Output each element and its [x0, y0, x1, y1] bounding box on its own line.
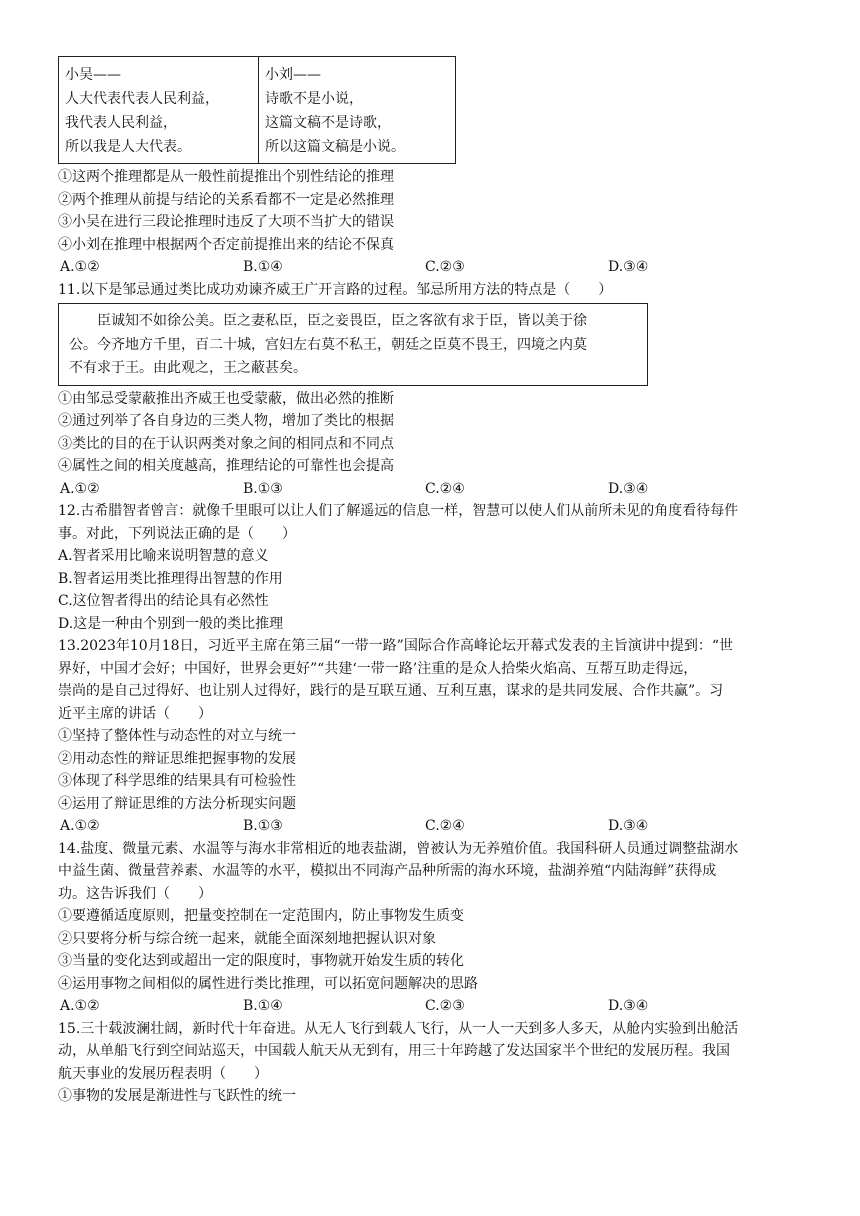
q12-option-c[interactable]: C.这位智者得出的结论具有必然性	[58, 593, 269, 609]
q10-options	[58, 256, 818, 279]
q15-stem-line: 动，从单船飞行到空间站巡天，中国载人航天从无到有，用三十年跨越了发达国家半个世纪的发展历程。我国	[58, 1043, 730, 1059]
table-line: 这篇文稿不是诗歌，	[265, 115, 391, 131]
q11-item: ①由邹忌受蒙蔽推出齐威王也受蒙蔽，做出必然的推断	[58, 390, 394, 407]
table-line: 人大代表代表人民利益，	[65, 91, 219, 107]
q13-options	[58, 815, 818, 838]
option-b[interactable]: B.①③	[243, 818, 283, 834]
q14-stem-line: 中益生菌、微量营养素、水温等的水平，模拟出不同海产品种所需的海水环境，盐湖养殖“内陆海鲜”获得成	[58, 863, 717, 879]
q14-item: ①要遵循适度原则，把量变控制在一定范围内，防止事物发生质变	[58, 908, 464, 924]
q11-item: ③类比的目的在于认识两类对象之间的相同点和不同点	[58, 435, 394, 452]
option-a[interactable]: A.①②	[60, 998, 100, 1014]
q12-option-d[interactable]: D.这是一种由个别到一般的类比推理	[58, 615, 284, 632]
q13-item: ④运用了辩证思维的方法分析现实问题	[58, 795, 296, 812]
q11-item: ②通过列举了各自身边的三类人物，增加了类比的根据	[58, 413, 394, 429]
option-d[interactable]: D.③④	[608, 480, 649, 497]
q12-stem-line: 12.古希腊智者曾言：就像千里眼可以让人们了解遥远的信息一样，智慧可以使人们从前所未见的角度看待每件	[58, 503, 739, 519]
table-line: 诗歌不是小说，	[265, 91, 363, 107]
q12-option-a[interactable]: A.智者采用比喻来说明智慧的意义	[58, 548, 269, 564]
option-c[interactable]: C.②③	[425, 259, 465, 275]
option-d[interactable]: D.③④	[608, 259, 649, 275]
q11-item: ④属性之间的相关度越高，推理结论的可靠性也会提高	[58, 458, 394, 474]
q14-options	[58, 995, 818, 1018]
table-line: 我代表人民利益，	[65, 115, 177, 131]
option-a[interactable]: A.①②	[60, 259, 100, 275]
table-line: 小刘——	[265, 67, 321, 83]
q10-argument-table	[58, 56, 456, 164]
q14-item: ④运用事物之间相似的属性进行类比推理，可以拓宽问题解决的思路	[58, 975, 478, 992]
q10-item: ①这两个推理都是从一般性前提推出个别性结论的推理	[58, 169, 394, 185]
table-line: 所以我是人大代表。	[65, 139, 191, 155]
q11-stem: 11.以下是邹忌通过类比成功劝谏齐威王广开言路的过程。邹忌所用方法的特点是（ ）	[58, 281, 613, 298]
q12-stem-line: 事。对此，下列说法正确的是（ ）	[58, 525, 296, 542]
q13-item: ③体现了科学思维的结果具有可检验性	[58, 773, 296, 789]
quote-line: 不有求于王。由此观之，王之蔽甚矣。	[69, 360, 307, 376]
option-c[interactable]: C.②③	[425, 998, 465, 1014]
q10-table-right-cell	[259, 57, 456, 164]
q13-stem-line: 13.2023年10月18日，习近平主席在第三届“一带一路”国际合作高峰论坛开幕式发表的主旨演讲中提到：“世	[58, 638, 733, 654]
quote-line: 公。今齐地方千里，百二十城，宫妇左右莫不私王，朝廷之臣莫不畏王，四境之内莫	[69, 336, 587, 353]
q13-stem-line: 崇尚的是自己过得好、也让别人过得好，践行的是互联互通、互利互惠，谋求的是共同发展、合作共赢”。习	[58, 683, 724, 699]
option-c[interactable]: C.②④	[425, 480, 465, 497]
option-b[interactable]: B.①④	[243, 998, 283, 1014]
q15-stem-line: 航天事业的发展历程表明（ ）	[58, 1065, 268, 1082]
q13-stem-line: 界好，中国才会好；中国好，世界会更好”“共建‘一带一路’注重的是众人拾柴火焰高、互帮互助走得远，	[58, 660, 698, 677]
exam-page	[58, 56, 818, 1108]
q15-item: ①事物的发展是渐进性与飞跃性的统一	[58, 1088, 296, 1104]
q10-table-left-cell	[59, 57, 259, 164]
q13-item: ①坚持了整体性与动态性的对立与统一	[58, 728, 296, 744]
q14-stem-line: 功。这告诉我们（ ）	[58, 885, 212, 902]
q14-item: ③当量的变化达到或超出一定的限度时，事物就开始发生质的转化	[58, 953, 464, 969]
quote-line: 臣诚知不如徐公美。臣之妻私臣，臣之妾畏臣，臣之客欲有求于臣，皆以美于徐	[69, 313, 587, 329]
q10-item: ③小吴在进行三段论推理时违反了大项不当扩大的错误	[58, 214, 394, 230]
q11-quote-box	[58, 303, 648, 386]
option-c[interactable]: C.②④	[425, 818, 465, 834]
option-b[interactable]: B.①③	[243, 480, 283, 497]
q12-option-b[interactable]: B.智者运用类比推理得出智慧的作用	[58, 570, 283, 587]
option-a[interactable]: A.①②	[60, 818, 100, 834]
q11-options	[58, 478, 818, 501]
q13-item: ②用动态性的辩证思维把握事物的发展	[58, 750, 296, 767]
q14-item: ②只要将分析与综合统一起来，就能全面深刻地把握认识对象	[58, 930, 436, 947]
option-d[interactable]: D.③④	[608, 818, 649, 834]
option-b[interactable]: B.①④	[243, 259, 283, 275]
table-line: 所以这篇文稿是小说。	[265, 139, 405, 155]
q10-item: ④小刘在推理中根据两个否定前提推出来的结论不保真	[58, 236, 394, 253]
option-d[interactable]: D.③④	[608, 998, 649, 1014]
table-line: 小吴——	[65, 67, 121, 83]
option-a[interactable]: A.①②	[60, 480, 100, 497]
q14-stem-line: 14.盐度、微量元素、水温等与海水非常相近的地表盐湖，曾被认为无养殖价值。我国科研人员通过调整盐湖水	[58, 840, 739, 857]
q10-item: ②两个推理从前提与结论的关系看都不一定是必然推理	[58, 191, 394, 208]
q13-stem-line: 近平主席的讲话（ ）	[58, 705, 212, 722]
q15-stem-line: 15.三十载波澜壮阔，新时代十年奋进。从无人飞行到载人飞行，从一人一天到多人多天，从舱内实验到出舱活	[58, 1020, 739, 1037]
